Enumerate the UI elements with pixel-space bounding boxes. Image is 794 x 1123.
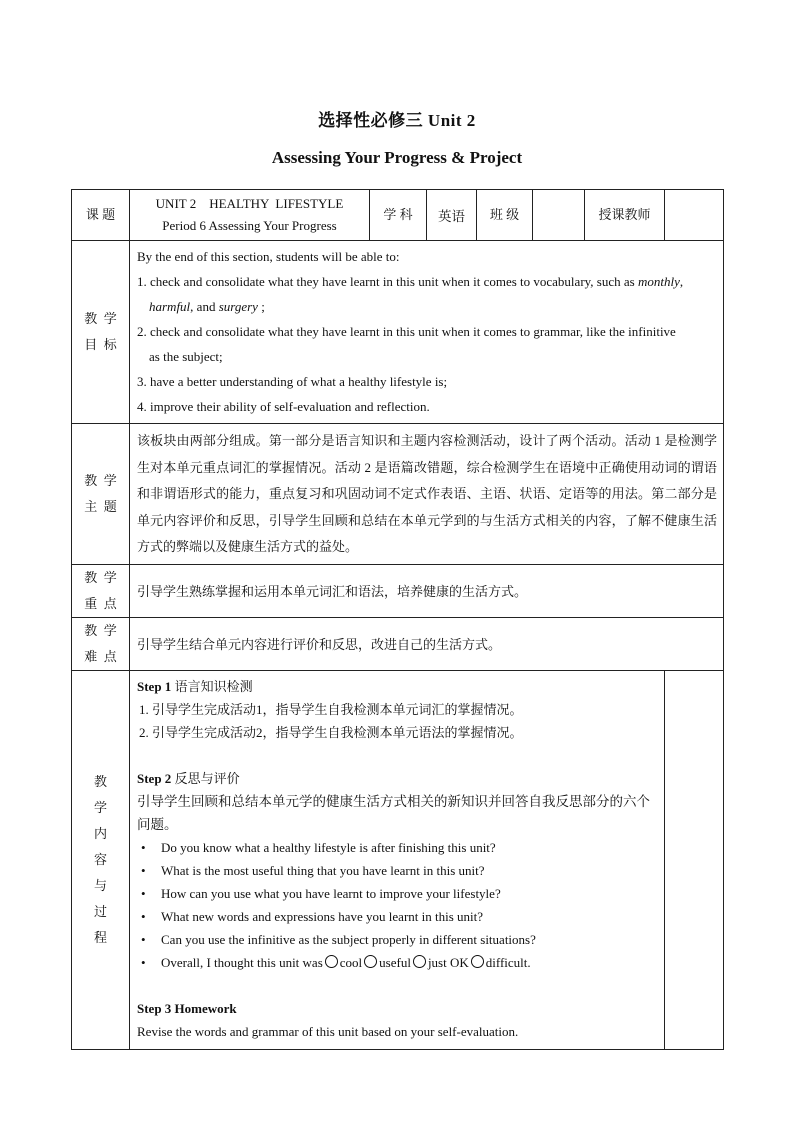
objective-1-word-harmful: harmful (149, 299, 191, 314)
objective-2-line1: 2. check and consolidate what they have learnt in this unit when it comes to grammar, like the infinitive (137, 324, 676, 339)
objectives-row (72, 241, 724, 424)
theme-label-line2: 主 题 (84, 498, 117, 514)
theme-label (72, 424, 130, 565)
reflection-question-3 (137, 882, 658, 905)
step2-title: Step 2 (137, 770, 172, 786)
content-label-char-3: 内 (93, 825, 107, 841)
course-title-line1: UNIT 2 HEALTHY LIFESTYLE (155, 196, 344, 211)
bullet-icon: • (141, 839, 146, 855)
theme-text: 该板块由两部分组成。第一部分是语言知识和主题内容检测活动，设计了两个活动。活动 1 是检测学生对本单元重点词汇的掌握情况。活动 2 是语篇改错题，综合检测学生在语境中正确使用动词的谓语和非谓语形式的能力，重点复习和巩固动词不定式作表语、主语、状语、定语等的用法。第二部分是单元内容评价和反思，引导学生回顾和总结在本单元学到的与生活方式相关的内容，了解不健康生活方式的弊端以及健康生活方式的益处。 (130, 424, 724, 565)
subject-label: 学 科 (370, 190, 427, 241)
document-title: 选择性必修三 Unit 2 (318, 111, 476, 130)
content-label-char-6: 过 (93, 903, 107, 919)
question-3-text: How can you use what you have learnt to improve your lifestyle? (161, 885, 501, 901)
reflection-question-4 (137, 905, 658, 928)
option-difficult: difficult. (485, 954, 531, 970)
step2-cn-title: 反思与评价 (174, 770, 240, 786)
content-label (72, 670, 130, 1049)
difficulties-label-line1: 教 学 (84, 622, 117, 638)
header-row (72, 190, 724, 241)
question-2-text: What is the most useful thing that you have learnt in this unit? (161, 862, 485, 878)
key-points-label (72, 564, 130, 617)
objective-2-line2: as the subject; (149, 349, 223, 364)
objectives-label-line2: 目 标 (84, 337, 117, 352)
reflection-question-1 (137, 836, 658, 859)
question-1-text: Do you know what a healthy lifestyle is after finishing this unit? (161, 839, 496, 855)
bullet-icon: • (141, 885, 146, 901)
objective-1-word-monthly: monthly (637, 274, 680, 289)
option-useful: useful (379, 954, 411, 970)
step1-item-1: 1. 引导学生完成活动1，指导学生自我检测本单元词汇的掌握情况。 (139, 701, 523, 717)
option-just-ok: just OK (427, 954, 469, 970)
objectives-label (72, 241, 130, 424)
document-subtitle: Assessing Your Progress & Project (271, 148, 523, 167)
objective-item-1 (137, 269, 717, 319)
content-row (72, 670, 724, 1049)
content-body (130, 670, 665, 1049)
step1-heading (137, 675, 658, 698)
bullet-icon: • (141, 931, 146, 947)
key-points-label-line1: 教 学 (84, 569, 117, 585)
step1-item-2: 2. 引导学生完成活动2，指导学生自我检测本单元语法的掌握情况。 (139, 724, 523, 740)
option-circle-icon[interactable] (364, 955, 377, 968)
key-points-row (72, 564, 724, 617)
course-title-cell (130, 190, 370, 241)
objective-item-4: 4. improve their ability of self-evaluation and reflection. (137, 399, 430, 414)
content-label-char-5: 与 (93, 877, 107, 893)
option-circle-icon[interactable] (471, 955, 484, 968)
option-cool: cool (339, 954, 363, 970)
step2-text: 引导学生回顾和总结本单元学的健康生活方式相关的新知识并回答自我反思部分的六个问题。 (137, 793, 650, 832)
bullet-icon: • (141, 862, 146, 878)
objectives-intro: By the end of this section, students will be able to: (137, 249, 400, 264)
step1-cn-title: 语言知识检测 (174, 678, 253, 694)
objective-1-word-surgery: surgery (218, 299, 258, 314)
content-notes-cell (665, 670, 724, 1049)
difficulties-label-line2: 难 点 (84, 648, 117, 664)
class-label: 班 级 (477, 190, 533, 241)
objective-1-sep2: , and (190, 299, 219, 314)
key-points-text: 引导学生熟练掌握和运用本单元词汇和语法，培养健康的生活方式。 (130, 564, 724, 617)
class-value[interactable] (533, 190, 585, 241)
reflection-question-6 (137, 951, 658, 974)
difficulties-label (72, 617, 130, 670)
step2-heading (137, 767, 658, 790)
step3-text: Revise the words and grammar of this unit based on your self-evaluation. (137, 1023, 519, 1039)
lesson-plan-table (71, 189, 724, 1050)
option-circle-icon[interactable] (413, 955, 426, 968)
option-circle-icon[interactable] (325, 955, 338, 968)
objectives-label-line1: 教 学 (84, 311, 117, 326)
theme-label-line1: 教 学 (84, 472, 117, 488)
objectives-content (130, 241, 724, 424)
key-points-label-line2: 重 点 (84, 595, 117, 611)
reflection-question-2 (137, 859, 658, 882)
bullet-icon: • (141, 954, 146, 970)
theme-row (72, 424, 724, 565)
difficulties-text: 引导学生结合单元内容进行评价和反思，改进自己的生活方式。 (130, 617, 724, 670)
objective-item-3: 3. have a better understanding of what a healthy lifestyle is; (137, 374, 448, 389)
content-label-char-7: 程 (93, 929, 107, 945)
content-label-char-4: 容 (93, 851, 107, 867)
step3-title: Step 3 Homework (137, 1000, 237, 1016)
question-4-text: What new words and expressions have you learnt in this unit? (161, 908, 484, 924)
subject-value: 英语 (427, 190, 477, 241)
teacher-label: 授课教师 (585, 190, 665, 241)
course-title-line2: Period 6 Assessing Your Progress (162, 218, 337, 233)
objective-1-end: ; (257, 299, 265, 314)
step1-title: Step 1 (137, 678, 172, 694)
objective-1-text: 1. check and consolidate what they have learnt in this unit when it comes to vocabulary, such as (137, 274, 638, 289)
reflection-question-5 (137, 928, 658, 951)
question-5-text: Can you use the infinitive as the subject properly in different situations? (161, 931, 536, 947)
content-label-char-1: 教 (93, 773, 107, 789)
objective-item-2 (137, 319, 717, 369)
teacher-value[interactable] (665, 190, 724, 241)
question-6-lead: Overall, I thought this unit was (161, 954, 323, 970)
difficulties-row (72, 617, 724, 670)
course-label: 课 题 (72, 190, 130, 241)
objective-1-sep1: , (679, 274, 684, 289)
bullet-icon: • (141, 908, 146, 924)
content-label-char-2: 学 (93, 799, 107, 815)
